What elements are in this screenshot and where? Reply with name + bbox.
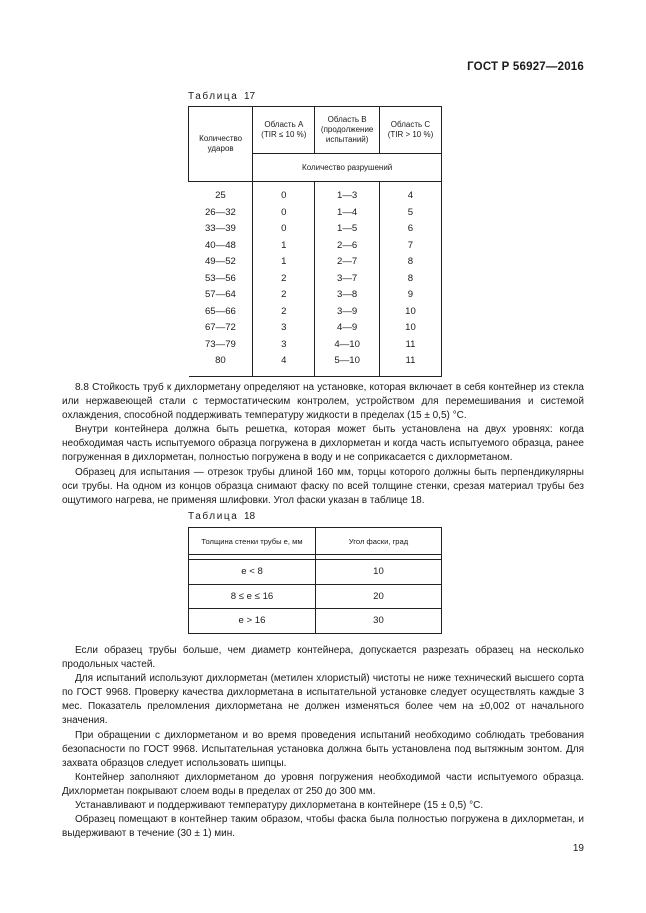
t17-col-area-b: Область В (продолжение испытаний) — [315, 107, 380, 154]
t18-col-thickness: Толщина стенки трубы е, мм — [189, 528, 316, 555]
paragraph: Если образец трубы больше, чем диаметр контейнера, допускается разрезать образец на несколько продольных частей. — [62, 645, 584, 671]
t17-area-b-cell: 1—5 — [315, 221, 380, 238]
t18-thickness-cell: е > 16 — [189, 609, 316, 634]
table-row — [189, 337, 442, 354]
t17-impacts-cell: 73—79 — [204, 338, 236, 350]
table-row — [189, 254, 442, 271]
table-row — [189, 205, 442, 222]
t17-area-c-cell: 7 — [379, 238, 441, 255]
t17-area-c-cell: 9 — [379, 287, 441, 304]
t17-impacts-cell: 25 — [215, 190, 226, 201]
body-text-2 — [62, 644, 584, 841]
t18-thickness-cell: 8 ≤ е ≤ 16 — [189, 584, 316, 609]
t17-impacts-cell: 26—32 — [204, 206, 236, 218]
t17-impacts-cell: 57—64 — [204, 289, 236, 300]
t17-area-c-cell: 4 — [379, 188, 441, 205]
t17-impacts-cell: 40—48 — [204, 239, 236, 251]
table18-caption-number: 18 — [243, 511, 256, 522]
t17-area-c-cell: 10 — [379, 320, 441, 337]
table-row — [189, 271, 442, 288]
t17-area-c-cell: 6 — [379, 221, 441, 238]
t17-area-c-cell: 8 — [379, 271, 441, 288]
standard-header: ГОСТ Р 56927—2016 — [467, 61, 584, 73]
paragraph: Контейнер заполняют дихлорметаном до уровня погружения необходимой части испытуемого образца. Дихлорметан покрывают слоем воды в пределах от 250 до 300 мм. — [62, 771, 584, 797]
t17-area-c-cell: 11 — [379, 337, 441, 354]
t18-thickness-cell: е < 8 — [189, 560, 316, 585]
t17-area-a-cell: 2 — [253, 304, 315, 321]
table-row — [189, 221, 442, 238]
t17-col-impacts: Количество ударов — [189, 107, 253, 182]
t17-area-a-cell: 3 — [253, 337, 315, 354]
t18-angle-cell: 10 — [316, 560, 442, 585]
t17-area-b-cell: 3—8 — [315, 287, 380, 304]
t17-impacts-cell: 49—52 — [204, 256, 236, 267]
t17-body — [189, 182, 442, 377]
paragraph: Образец помещают в контейнер таким образом, чтобы фаска была полностью погружена в дихлорметан, и выдерживают в течение (30 ± 1) мин. — [62, 814, 584, 840]
t17-impacts-cell: 33—39 — [204, 223, 236, 234]
t17-area-a-cell: 0 — [253, 205, 315, 222]
t17-area-a-cell: 0 — [253, 221, 315, 238]
table-row — [189, 353, 442, 370]
t17-area-c-cell: 10 — [379, 304, 441, 321]
t17-area-b-cell: 3—7 — [315, 271, 380, 288]
body-text-1 — [62, 381, 584, 508]
t17-area-a-cell: 1 — [253, 254, 315, 271]
page-number: 19 — [572, 843, 584, 854]
t17-area-a-cell: 3 — [253, 320, 315, 337]
t17-area-b-cell: 5—10 — [315, 353, 380, 370]
t17-area-c-cell: 11 — [379, 353, 441, 370]
paragraph: Устанавливают и поддерживают температуру дихлорметана в контейнере (15 ± 0,5) °С. — [75, 800, 484, 812]
table17-caption-word: Таблица — [188, 91, 239, 102]
t17-area-b-cell: 1—3 — [315, 188, 380, 205]
t17-col-area-c: Область С (TIR > 10 %) — [379, 107, 441, 154]
t17-area-b-cell: 1—4 — [315, 205, 380, 222]
table17-caption-number: 17 — [243, 91, 256, 102]
table-18 — [188, 527, 442, 634]
t17-area-a-cell: 2 — [253, 271, 315, 288]
t17-area-c-cell: 8 — [379, 254, 441, 271]
t17-col-area-a: Область А (TIR ≤ 10 %) — [253, 107, 315, 154]
paragraph: При обращении с дихлорметаном и во время проведения испытаний необходимо соблюдать требования безопасности по ГОСТ 9968. Испытательная установка должна быть установлена под вытяжным зонтом. Для захвата образцов следует использовать шипцы. — [62, 729, 584, 769]
t17-impacts-cell: 80 — [215, 355, 226, 366]
table-row — [189, 609, 442, 634]
t17-subheader: Количество разрушений — [253, 154, 442, 182]
paragraph: 8.8 Стойкость труб к дихлорметану определяют на установке, которая включает в себя контейнер из стекла или нержавеющей стали с термостатическим контролем, устройством для перемешивания и системой охлаждения, способной поддерживать температуру жидкости в пределах (15 ± 0,5) °С. — [62, 382, 584, 422]
table18-caption — [188, 511, 255, 522]
t17-area-b-cell: 3—9 — [315, 304, 380, 321]
t17-area-b-cell: 2—6 — [315, 238, 380, 255]
t17-area-b-cell: 2—7 — [315, 254, 380, 271]
t17-area-b-cell: 4—9 — [315, 320, 380, 337]
t17-area-a-cell: 2 — [253, 287, 315, 304]
table-row — [189, 560, 442, 585]
table-row — [189, 320, 442, 337]
t17-area-a-cell: 4 — [253, 353, 315, 370]
t18-col-angle: Угол фаски, град — [316, 528, 442, 555]
paragraph: Для испытаний используют дихлорметан (метилен хлористый) чистоты не ниже технический высшего сорта по ГОСТ 9968. Проверку качества дихлорметана в испытательной установке следует осуществлять каждые 3 мес. Показатель преломления дихлорметана не должен изменяться более чем на ±0,002 от начального значения. — [62, 673, 584, 727]
t17-impacts-cell: 53—56 — [204, 272, 236, 284]
table-row — [189, 188, 442, 205]
t17-impacts-cell: 65—66 — [204, 305, 236, 317]
t17-area-a-cell: 0 — [253, 188, 315, 205]
table-row — [189, 238, 442, 255]
t18-angle-cell: 20 — [316, 584, 442, 609]
t17-area-c-cell: 5 — [379, 205, 441, 222]
table17-caption — [188, 91, 255, 102]
table-row — [189, 584, 442, 609]
table18-caption-word: Таблица — [188, 511, 239, 522]
t18-angle-cell: 30 — [316, 609, 442, 634]
table-row — [189, 304, 442, 321]
t17-impacts-cell: 67—72 — [204, 322, 236, 333]
table-17 — [188, 106, 442, 377]
t17-area-a-cell: 1 — [253, 238, 315, 255]
t17-area-b-cell: 4—10 — [315, 337, 380, 354]
table-row — [189, 287, 442, 304]
paragraph: Образец для испытания — отрезок трубы длиной 160 мм, торцы которого должны быть перпендикулярны оси трубы. На одном из концов образца снимают фаску по всей толщине стенки, срезая материал трубы без ощутимого нагрева, не применяя шлифовки. Угол фаски указан в таблице 18. — [62, 466, 584, 506]
paragraph: Внутри контейнера должна быть решетка, которая может быть установлена на двух уровнях: когда необходимая часть испытуемого образца погружена в дихлорметан и когда часть испытуемого образца, ранее погруженная в дихлорметан, полностью погружена в воду и не соприкасается с дихлорметаном. — [62, 424, 584, 464]
